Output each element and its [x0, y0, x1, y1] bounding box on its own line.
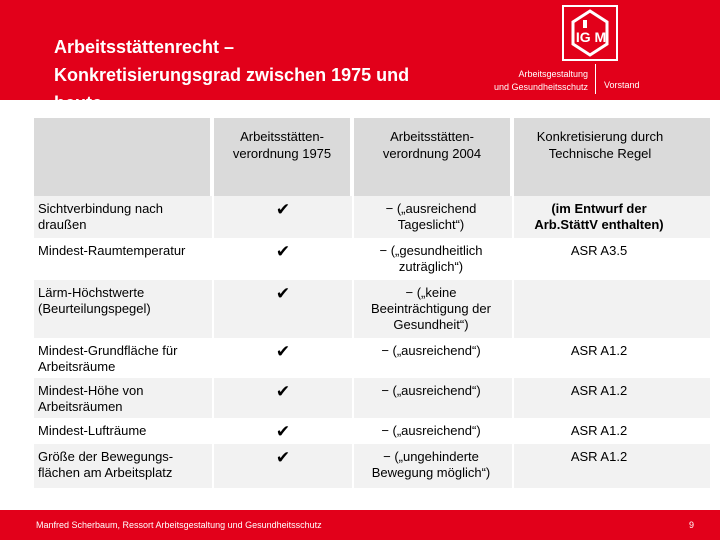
table-header [34, 118, 710, 196]
value-2004: − („ungehinderte Bewegung möglich“) [371, 449, 491, 480]
row-label: Mindest-Lufträume [38, 423, 147, 438]
value-2004: − („keine Beeinträchtigung der Gesundheit“) [371, 285, 491, 332]
check-1975: ✔ [275, 200, 291, 219]
footer-bar [0, 510, 720, 540]
row-label: Mindest-Raumtemperatur [38, 243, 186, 258]
column-header-1975: Arbeitsstätten-verordnung 1975 [232, 129, 332, 161]
logo-lettering: IG M [575, 29, 607, 45]
table-row [34, 238, 710, 280]
technical-rule: ASR A1.2 [570, 343, 628, 358]
title-line-3: heute [54, 93, 103, 113]
check-1975: ✔ [275, 382, 291, 401]
value-2004: − („ausreichend“) [381, 343, 481, 358]
department-line-1: Arbeitsgestaltung [518, 69, 588, 79]
header-cell-empty [34, 118, 210, 196]
table-row [34, 418, 710, 444]
column-header-regel: Konkretisierung durch Technische Regel [536, 129, 664, 161]
value-2004: − („ausreichend“) [381, 383, 481, 398]
table-row [34, 196, 710, 238]
row-label: Mindest-Höhe von Arbeitsräumen [38, 383, 144, 414]
table-row [34, 444, 710, 488]
footer-author: Manfred Scherbaum, Ressort Arbeitsgestaltung und Gesundheitsschutz [36, 520, 322, 530]
value-2004: − („ausreichend Tageslicht“) [385, 201, 477, 232]
department-label [468, 68, 588, 94]
check-1975: ✔ [275, 448, 291, 467]
title-line-2: Konkretisierungsgrad zwischen 1975 und [54, 65, 410, 85]
header-divider [595, 64, 596, 94]
header-bar [0, 0, 720, 113]
vorstand-label: Vorstand [604, 80, 640, 90]
title-line-1: Arbeitsstättenrecht – [54, 37, 235, 57]
technical-rule: ASR A3.5 [570, 243, 628, 258]
row-label: Mindest-Grundfläche für Arbeitsräume [38, 343, 178, 374]
comparison-table [34, 118, 710, 488]
technical-rule: ASR A1.2 [570, 423, 628, 438]
technical-rule: (im Entwurf der Arb.StättV enthalten) [534, 201, 664, 232]
technical-rule: ASR A1.2 [570, 383, 628, 398]
check-1975: ✔ [275, 284, 291, 303]
department-line-2: und Gesundheitsschutz [493, 82, 588, 92]
check-1975: ✔ [275, 342, 291, 361]
value-2004: − („ausreichend“) [381, 423, 481, 438]
value-2004: − („gesundheitlich zuträglich“) [379, 243, 483, 274]
check-1975: ✔ [275, 422, 291, 441]
page-number: 9 [688, 520, 694, 530]
page-title [54, 33, 474, 113]
check-1975: ✔ [275, 242, 291, 261]
row-label: Sichtverbindung nach draußen [38, 201, 164, 232]
column-header-2004: Arbeitsstätten-verordnung 2004 [382, 129, 482, 161]
row-label: Größe der Bewegungs-flächen am Arbeitsplatz [38, 449, 174, 480]
table-row [34, 280, 710, 338]
row-label: Lärm-Höchstwerte (Beurteilungspegel) [38, 285, 151, 316]
technical-rule: ASR A1.2 [570, 449, 628, 464]
table-row [34, 338, 710, 378]
table-row [34, 378, 710, 418]
igmetall-logo-icon [563, 6, 617, 60]
